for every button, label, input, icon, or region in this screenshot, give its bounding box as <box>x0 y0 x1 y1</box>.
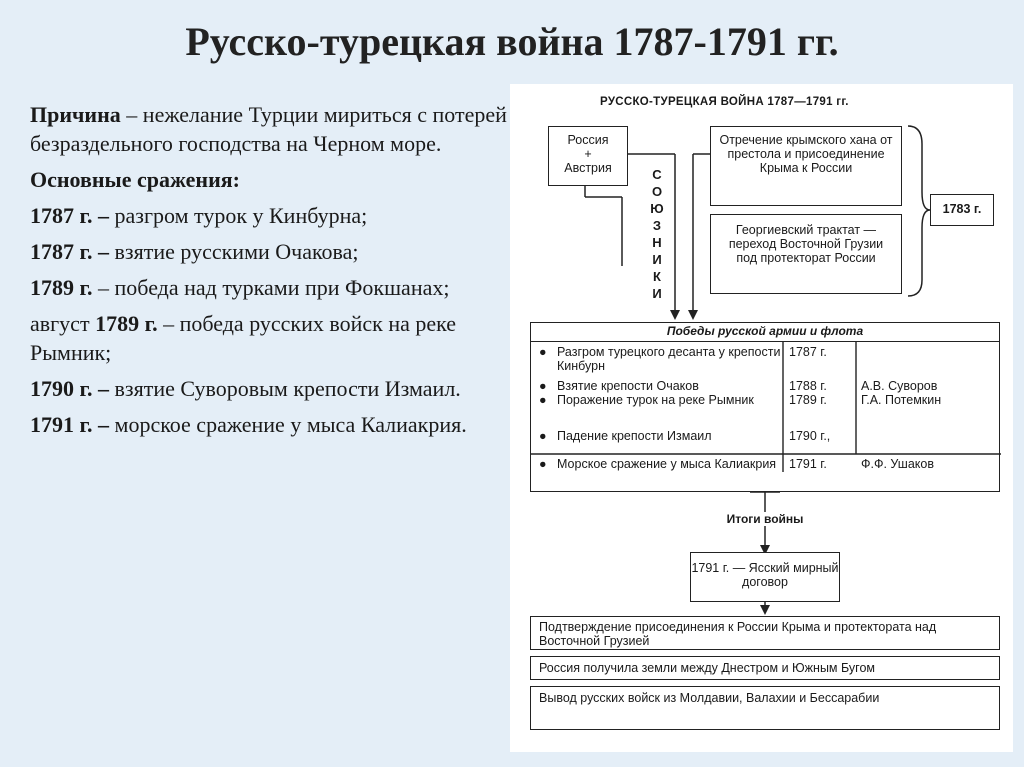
victories-header: Победы русской армии и флота <box>530 322 1000 342</box>
vertical-letter: З <box>652 218 662 233</box>
victory-year: 1787 г. <box>789 345 827 359</box>
battle-text: взятие Суворовым крепости Измаил. <box>109 376 461 401</box>
vertical-letter: Ю <box>650 201 664 216</box>
victory-year: 1791 г. <box>789 457 827 471</box>
battles-heading <box>30 165 510 194</box>
bullet-icon: ● <box>539 429 547 443</box>
battles-heading-text: Основные сражения: <box>30 167 241 192</box>
victory-event: Разгром турецкого десанта у крепости Кинбурн <box>557 345 781 373</box>
vertical-letter: К <box>653 269 661 284</box>
battle-date: 1787 г. – <box>30 239 110 264</box>
outcome-box: Подтверждение присоединения к России Крыма и протектората над Восточной Грузией <box>530 616 1000 650</box>
arrow-head <box>670 310 680 320</box>
victories-table <box>530 342 1000 492</box>
arrow-head <box>688 310 698 320</box>
vertical-letter: С <box>652 167 662 182</box>
victory-commander: А.В. Суворов <box>861 379 938 393</box>
victory-event: Падение крепости Измаил <box>557 429 712 443</box>
vertical-letter: Н <box>652 235 662 250</box>
victory-event: Взятие крепости Очаков <box>557 379 699 393</box>
brace-1783 <box>908 126 930 296</box>
slide-title: Русско-турецкая война 1787-1791 гг. <box>185 19 839 64</box>
battle-date: 1787 г. – <box>30 203 110 228</box>
text-column <box>30 100 510 446</box>
battle-item <box>30 237 510 266</box>
outcome-box: Вывод русских войск из Молдавии, Валахии и Бессарабии <box>530 686 1000 730</box>
ally-plus: + <box>584 147 592 161</box>
battle-item <box>30 201 510 230</box>
bullet-icon: ● <box>539 457 547 471</box>
bullet-icon: ● <box>539 345 547 359</box>
cause-label: Причина <box>30 102 121 127</box>
vertical-letter: О <box>651 184 663 199</box>
results-label: Итоги войны <box>710 512 820 526</box>
victory-commander: Ф.Ф. Ушаков <box>861 457 934 471</box>
battle-date: 1789 г. <box>30 275 93 300</box>
scheme-title: РУССКО-ТУРЕЦКАЯ ВОЙНА 1787—1791 гг. <box>600 96 849 108</box>
battle-text: морское сражение у мыса Калиакрия. <box>109 412 467 437</box>
battle-item <box>30 410 510 439</box>
treaty-box: 1791 г. — Ясский мирный договор <box>690 552 840 602</box>
battle-text: – победа русских войск на реке Рымник; <box>30 311 457 365</box>
victory-event: Поражение турок на реке Рымник <box>557 393 754 407</box>
ally-austria: Австрия <box>564 161 612 175</box>
battle-item <box>30 309 510 367</box>
victory-year: 1788 г. <box>789 379 827 393</box>
battle-text: – победа над турками при Фокшанах; <box>92 275 450 300</box>
year-1783-box: 1783 г. <box>930 194 994 226</box>
victory-year: 1790 г., <box>789 429 831 443</box>
battle-text: взятие русскими Очакова; <box>109 239 359 264</box>
outcome-box: Россия получила земли между Днестром и Южным Бугом <box>530 656 1000 680</box>
allies-vertical-label <box>648 166 666 302</box>
war-scheme-diagram <box>510 84 1013 752</box>
ally-russia: Россия <box>567 133 609 147</box>
bullet-icon: ● <box>539 393 547 407</box>
allies-box <box>548 126 628 186</box>
battle-text: разгром турок у Кинбурна; <box>109 203 368 228</box>
battle-item <box>30 374 510 403</box>
arrow-head <box>760 605 770 615</box>
victory-event: Морское сражение у мыса Калиакрия <box>557 457 777 471</box>
battle-date: 1789 г. <box>95 311 158 336</box>
vertical-letter: И <box>652 252 662 267</box>
battle-item <box>30 273 510 302</box>
battle-prefix: август <box>30 311 96 336</box>
victory-commander: Г.А. Потемкин <box>861 393 942 407</box>
bullet-icon: ● <box>539 379 547 393</box>
battle-date: 1790 г. – <box>30 376 110 401</box>
battle-date: 1791 г. – <box>30 412 110 437</box>
vertical-letter: И <box>652 286 662 301</box>
khan-abdication-box: Отречение крымского хана от престола и присоединение Крыма к России <box>710 126 902 206</box>
georgievsk-treaty-box: Георгиевский трактат — переход Восточной Грузии под протекторат России <box>710 214 902 294</box>
victory-year: 1789 г. <box>789 393 827 407</box>
cause-paragraph <box>30 100 510 158</box>
cause-text: – нежелание Турции мириться с потерей безраздельного господства на Черном море. <box>30 102 507 156</box>
